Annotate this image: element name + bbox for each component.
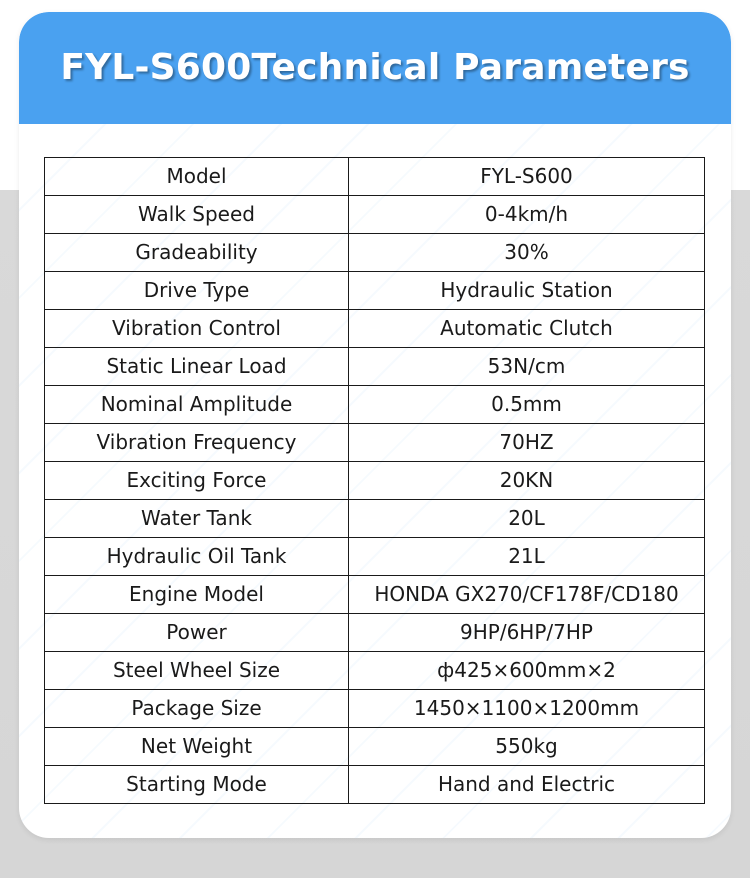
param-name: Static Linear Load <box>45 348 349 386</box>
param-name: Water Tank <box>45 500 349 538</box>
param-value: 9HP/6HP/7HP <box>349 614 705 652</box>
param-name: Nominal Amplitude <box>45 386 349 424</box>
param-value: HONDA GX270/CF178F/CD180 <box>349 576 705 614</box>
param-name: Power <box>45 614 349 652</box>
table-row <box>45 348 705 386</box>
param-value: 1450×1100×1200mm <box>349 690 705 728</box>
page-title: FYL-S600Technical Parameters <box>60 46 690 88</box>
param-name: Model <box>45 158 349 196</box>
table-row <box>45 386 705 424</box>
param-value: 0-4km/h <box>349 196 705 234</box>
param-value: 20KN <box>349 462 705 500</box>
table-row <box>45 500 705 538</box>
table-row <box>45 158 705 196</box>
param-name: Exciting Force <box>45 462 349 500</box>
param-value: 70HZ <box>349 424 705 462</box>
table-row <box>45 576 705 614</box>
param-name: Starting Mode <box>45 766 349 804</box>
spec-card <box>19 12 731 838</box>
param-value: Hand and Electric <box>349 766 705 804</box>
param-value: 30% <box>349 234 705 272</box>
table-row <box>45 310 705 348</box>
param-name: Steel Wheel Size <box>45 652 349 690</box>
table-row <box>45 196 705 234</box>
table-row <box>45 690 705 728</box>
table-row <box>45 424 705 462</box>
param-value: 550kg <box>349 728 705 766</box>
param-value: 20L <box>349 500 705 538</box>
table-row <box>45 766 705 804</box>
param-name: Vibration Frequency <box>45 424 349 462</box>
table-row <box>45 234 705 272</box>
param-name: Walk Speed <box>45 196 349 234</box>
param-name: Net Weight <box>45 728 349 766</box>
param-value: FYL-S600 <box>349 158 705 196</box>
param-name: Gradeability <box>45 234 349 272</box>
param-name: Package Size <box>45 690 349 728</box>
param-value: Automatic Clutch <box>349 310 705 348</box>
param-name: Engine Model <box>45 576 349 614</box>
table-row <box>45 462 705 500</box>
param-value: 53N/cm <box>349 348 705 386</box>
param-value: Hydraulic Station <box>349 272 705 310</box>
table-row <box>45 728 705 766</box>
param-value: 21L <box>349 538 705 576</box>
table-row <box>45 614 705 652</box>
table-row <box>45 538 705 576</box>
param-name: Hydraulic Oil Tank <box>45 538 349 576</box>
card-header <box>19 12 731 124</box>
param-value: 0.5mm <box>349 386 705 424</box>
param-name: Vibration Control <box>45 310 349 348</box>
param-value: ф425×600mm×2 <box>349 652 705 690</box>
spec-table <box>44 157 705 804</box>
table-row <box>45 652 705 690</box>
param-name: Drive Type <box>45 272 349 310</box>
table-row <box>45 272 705 310</box>
